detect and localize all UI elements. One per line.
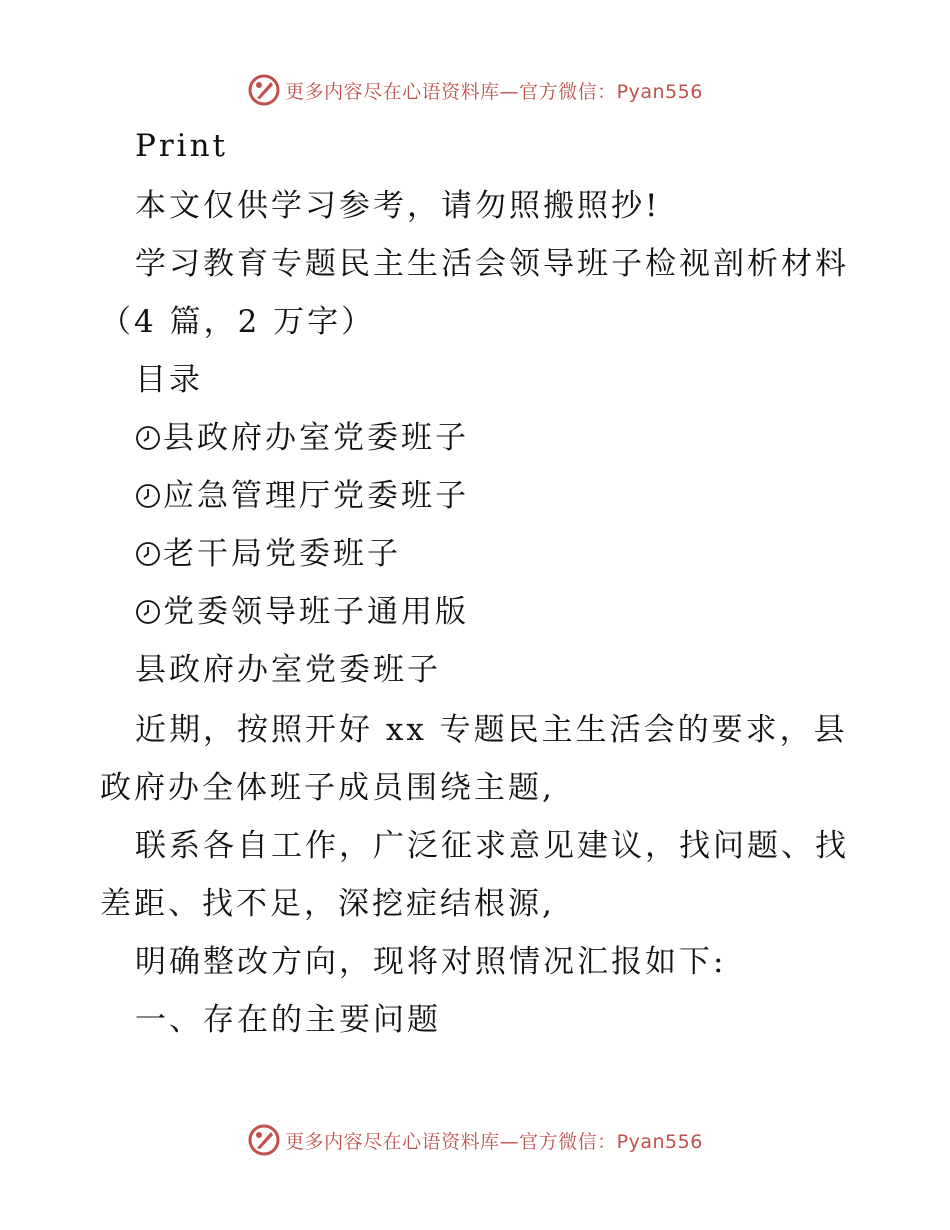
toc-item-4 [135, 592, 469, 632]
document-subtitle: （4 篇，2 万字） [100, 304, 376, 340]
paragraph-line: 联系各自工作，广泛征求意见建议，找问题、找 [135, 828, 849, 864]
toc-item-label: 老干局党委班子 [163, 536, 401, 572]
paragraph-line: 近期，按照开好 xx 专题民主生活会的要求，县 [135, 712, 848, 748]
toc-item-3 [135, 534, 401, 574]
document-title: 学习教育专题民主生活会领导班子检视剖析材料 [135, 246, 849, 282]
quill-logo-icon [247, 73, 281, 107]
print-label: Print [135, 128, 229, 164]
clock-icon [135, 483, 161, 509]
quill-logo-icon [247, 1123, 281, 1157]
subsection-heading: 一、存在的主要问题 [135, 1002, 441, 1038]
section-heading: 县政府办室党委班子 [135, 652, 441, 688]
watermark-text: 更多内容尽在心语资料库—官方微信：Pyan556 [285, 80, 703, 103]
toc-item-label: 应急管理厅党委班子 [163, 478, 469, 514]
paragraph-line: 差距、找不足，深挖症结根源, [100, 886, 555, 922]
paragraph-line: 政府办全体班子成员围绕主题, [100, 770, 555, 806]
clock-icon [135, 425, 161, 451]
toc-item-label: 党委领导班子通用版 [163, 594, 469, 630]
watermark-footer [0, 1120, 950, 1160]
clock-icon [135, 599, 161, 625]
paragraph-line: 明确整改方向，现将对照情况汇报如下: [135, 944, 727, 980]
toc-item-1 [135, 418, 469, 458]
watermark-text: 更多内容尽在心语资料库—官方微信：Pyan556 [285, 1130, 703, 1153]
toc-heading: 目录 [135, 362, 203, 398]
toc-item-label: 县政府办室党委班子 [163, 420, 469, 456]
clock-icon [135, 541, 161, 567]
toc-item-2 [135, 476, 469, 516]
watermark-header [0, 70, 950, 110]
disclaimer-line: 本文仅供学习参考，请勿照搬照抄! [135, 188, 661, 224]
